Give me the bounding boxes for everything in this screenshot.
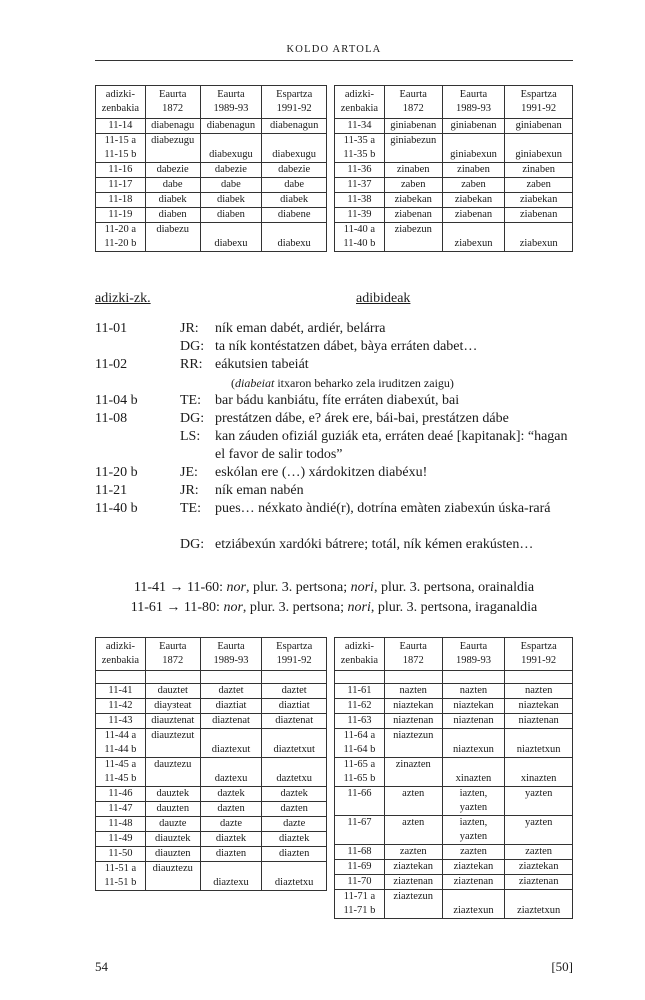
table-row bbox=[96, 193, 327, 208]
table-row bbox=[335, 816, 573, 845]
verb-form-cell: diabexugu bbox=[262, 134, 327, 163]
verb-form-cell: ziabexun bbox=[505, 223, 573, 252]
example-text: prestátzen dábe, e? árek ere, bái-bai, prestátzen dábe bbox=[215, 411, 509, 426]
verb-form-cell: nazten bbox=[384, 684, 442, 699]
form-number-cell: 11-61 bbox=[335, 684, 385, 699]
form-number-cell: 11-19 bbox=[96, 208, 146, 223]
table-row bbox=[96, 119, 327, 134]
verb-form-cell: dazten bbox=[262, 802, 327, 817]
verb-form-cell: dauztek bbox=[145, 787, 200, 802]
column-header: Espartza 1991-92 bbox=[262, 638, 327, 671]
verb-form-cell: diabenagun bbox=[200, 119, 262, 134]
table-row bbox=[96, 758, 327, 787]
table-row bbox=[96, 208, 327, 223]
table-row bbox=[96, 163, 327, 178]
verb-form-cell: ziabenan bbox=[442, 208, 505, 223]
form-number-cell: 11-40 a 11-40 b bbox=[335, 223, 385, 252]
verb-form-cell: azten bbox=[384, 787, 442, 816]
table-row bbox=[335, 163, 573, 178]
empty-cell bbox=[505, 671, 573, 684]
form-number-cell: 11-62 bbox=[335, 699, 385, 714]
column-header: adizki- zenbakia bbox=[96, 86, 146, 119]
form-number-cell: 11-17 bbox=[96, 178, 146, 193]
table-row bbox=[96, 729, 327, 758]
example-speaker: RR: bbox=[180, 357, 203, 372]
verb-form-cell: niaztexun bbox=[442, 729, 505, 758]
empty-cell bbox=[145, 671, 200, 684]
verb-form-cell: dauzten bbox=[145, 802, 200, 817]
empty-cell bbox=[96, 671, 146, 684]
table-row bbox=[335, 845, 573, 860]
example-text: ník eman dabét, ardiér, belárra bbox=[215, 321, 386, 336]
verb-table-3-body bbox=[96, 638, 327, 891]
summary-range: 11-41 → 11-60: bbox=[133, 580, 227, 595]
form-number-cell: 11-38 bbox=[335, 193, 385, 208]
summary-nori: nori bbox=[350, 580, 374, 595]
column-header: Espartza 1991-92 bbox=[505, 86, 573, 119]
table-row bbox=[335, 699, 573, 714]
verb-form-cell: iazten, yazten bbox=[442, 816, 505, 845]
verb-form-cell: zaben bbox=[505, 178, 573, 193]
table-row bbox=[335, 193, 573, 208]
verb-form-cell: diabenagun bbox=[262, 119, 327, 134]
form-number-cell: 11-66 bbox=[335, 787, 385, 816]
example-speaker: JR: bbox=[180, 321, 199, 336]
empty-cell bbox=[442, 671, 505, 684]
example-speaker: JR: bbox=[180, 483, 199, 498]
verb-table-3 bbox=[95, 637, 327, 891]
form-number-cell: 11-34 bbox=[335, 119, 385, 134]
example-text: ník eman nabén bbox=[215, 483, 304, 498]
summary-mid: , plur. 3. pertsona; bbox=[246, 580, 351, 595]
table-row bbox=[335, 875, 573, 890]
table-row bbox=[335, 178, 573, 193]
verb-form-cell: diaztek bbox=[262, 832, 327, 847]
table-row bbox=[96, 684, 327, 699]
example-note bbox=[231, 374, 454, 392]
form-number-cell: 11-43 bbox=[96, 714, 146, 729]
verb-form-cell: diaузteat bbox=[145, 699, 200, 714]
verb-form-cell: giniabenan bbox=[505, 119, 573, 134]
table-spacer-row bbox=[96, 671, 327, 684]
example-form-number: 11-02 bbox=[95, 357, 128, 372]
column-header: Eaurta 1872 bbox=[384, 86, 442, 119]
column-header: adizki- zenbakia bbox=[335, 86, 385, 119]
verb-form-cell: daztetxu bbox=[262, 758, 327, 787]
example-text: pues… néxkato àndié(r), dotrína emàten ziabexún úska-rará bbox=[215, 501, 551, 516]
verb-form-cell: niaztekan bbox=[442, 699, 505, 714]
form-number-cell: 11-16 bbox=[96, 163, 146, 178]
table-row bbox=[96, 847, 327, 862]
verb-form-cell: dabe bbox=[262, 178, 327, 193]
column-header: Eaurta 1989-93 bbox=[200, 86, 262, 119]
summary-rest: , plur. 3. pertsona, iraganaldia bbox=[370, 600, 538, 615]
verb-form-cell: giniabenan bbox=[384, 119, 442, 134]
table-row bbox=[335, 134, 573, 163]
column-header: Espartza 1991-92 bbox=[505, 638, 573, 671]
example-speaker: TE: bbox=[180, 501, 201, 516]
column-header: Eaurta 1989-93 bbox=[442, 86, 505, 119]
verb-form-cell: zaben bbox=[384, 178, 442, 193]
verb-form-cell: diabezu bbox=[145, 223, 200, 252]
verb-form-cell: zaben bbox=[442, 178, 505, 193]
summary-nori: nori bbox=[347, 600, 371, 615]
verb-form-cell: diabexu bbox=[200, 223, 262, 252]
example-speaker: DG: bbox=[180, 411, 205, 426]
verb-form-cell: dabezie bbox=[145, 163, 200, 178]
form-number-cell: 11-45 a 11-45 b bbox=[96, 758, 146, 787]
example-text: bar bádu kanbiátu, fíte erráten diabexút, bai bbox=[215, 393, 460, 408]
verb-form-cell: xinazten bbox=[442, 758, 505, 787]
verb-form-cell: diabene bbox=[262, 208, 327, 223]
verb-form-cell: diaztiat bbox=[262, 699, 327, 714]
verb-form-cell: diabexugu bbox=[200, 134, 262, 163]
verb-form-cell: diauztezu bbox=[145, 862, 200, 891]
verb-form-cell: ziaztezun bbox=[384, 890, 442, 919]
verb-form-cell: diaztetxu bbox=[262, 862, 327, 891]
verb-table-1 bbox=[95, 85, 327, 252]
empty-cell bbox=[262, 671, 327, 684]
verb-form-cell: nazten bbox=[505, 684, 573, 699]
section-head-numbers: adizki-zk. bbox=[95, 291, 151, 306]
example-speaker: DG: bbox=[180, 339, 205, 354]
summary-range: 11-61 → 11-80: bbox=[130, 600, 224, 615]
example-text: kan záuden ofiziál guziák eta, erráten deaé [kapitanak]: “hagan el favor de salir todos” bbox=[215, 429, 568, 462]
form-number-cell: 11-70 bbox=[335, 875, 385, 890]
example-speaker: TE: bbox=[180, 393, 201, 408]
table-header-row bbox=[335, 86, 573, 119]
column-header: Eaurta 1872 bbox=[145, 86, 200, 119]
table-row bbox=[96, 862, 327, 891]
form-number-cell: 11-35 a 11-35 b bbox=[335, 134, 385, 163]
verb-form-cell: diauzten bbox=[145, 847, 200, 862]
section-head-examples: adibideak bbox=[356, 291, 411, 306]
verb-form-cell: nazten bbox=[442, 684, 505, 699]
table-row bbox=[96, 714, 327, 729]
table-spacer-row bbox=[335, 671, 573, 684]
form-number-cell: 11-41 bbox=[96, 684, 146, 699]
table-row bbox=[96, 802, 327, 817]
form-number-cell: 11-49 bbox=[96, 832, 146, 847]
table-row bbox=[335, 890, 573, 919]
verb-form-cell: dabezie bbox=[262, 163, 327, 178]
summary-rest: , plur. 3. pertsona, orainaldia bbox=[373, 580, 535, 595]
verb-form-cell: dazten bbox=[200, 802, 262, 817]
verb-form-cell: ziabenan bbox=[505, 208, 573, 223]
form-number-cell: 11-15 a 11-15 b bbox=[96, 134, 146, 163]
empty-cell bbox=[335, 671, 385, 684]
verb-form-cell: dauztezu bbox=[145, 758, 200, 787]
summary-line-2 bbox=[95, 598, 573, 618]
verb-form-cell: diaztenat bbox=[200, 714, 262, 729]
verb-form-cell: niaztekan bbox=[505, 699, 573, 714]
verb-form-cell: azten bbox=[384, 816, 442, 845]
verb-form-cell: yazten bbox=[505, 787, 573, 816]
verb-form-cell: ziabezun bbox=[384, 223, 442, 252]
example-text: eskólan ere (…) xárdokitzen diabéxu! bbox=[215, 465, 428, 480]
form-number-cell: 11-39 bbox=[335, 208, 385, 223]
verb-form-cell: ziabekan bbox=[505, 193, 573, 208]
form-number-cell: 11-71 a 11-71 b bbox=[335, 890, 385, 919]
table-row bbox=[96, 134, 327, 163]
verb-form-cell: diabek bbox=[262, 193, 327, 208]
table-row bbox=[335, 729, 573, 758]
table-row bbox=[96, 832, 327, 847]
verb-form-cell: niaztenan bbox=[384, 714, 442, 729]
table-row bbox=[96, 699, 327, 714]
original-page-number: [50] bbox=[551, 959, 573, 974]
verb-form-cell: diaztiat bbox=[200, 699, 262, 714]
verb-table-2 bbox=[334, 85, 573, 252]
verb-form-cell: diabek bbox=[145, 193, 200, 208]
verb-form-cell: ziaztetxun bbox=[505, 890, 573, 919]
table-row bbox=[335, 119, 573, 134]
verb-form-cell: ziaztekan bbox=[505, 860, 573, 875]
empty-cell bbox=[384, 671, 442, 684]
verb-form-cell: giniabexun bbox=[505, 134, 573, 163]
table-row bbox=[335, 714, 573, 729]
form-number-cell: 11-14 bbox=[96, 119, 146, 134]
note-italic-form: diabeiat bbox=[235, 376, 275, 390]
page-number: 54 bbox=[95, 959, 108, 974]
example-form-number: 11-01 bbox=[95, 321, 128, 336]
column-header: adizki- zenbakia bbox=[96, 638, 146, 671]
verb-form-cell: ziaztenan bbox=[505, 875, 573, 890]
table-row bbox=[96, 223, 327, 252]
form-number-cell: 11-68 bbox=[335, 845, 385, 860]
table-header-row bbox=[96, 86, 327, 119]
note-text: itxaron beharko zela iruditzen zaigu) bbox=[274, 376, 454, 390]
column-header: Eaurta 1989-93 bbox=[200, 638, 262, 671]
running-head: KOLDO ARTOLA bbox=[286, 44, 382, 55]
example-form-number: 11-04 b bbox=[95, 393, 138, 408]
form-number-cell: 11-37 bbox=[335, 178, 385, 193]
empty-cell bbox=[200, 671, 262, 684]
verb-form-cell: daztet bbox=[262, 684, 327, 699]
verb-form-cell: ziaztenan bbox=[442, 875, 505, 890]
verb-form-cell: giniabexun bbox=[442, 134, 505, 163]
form-number-cell: 11-46 bbox=[96, 787, 146, 802]
example-text: ta ník kontéstatzen dábet, bàya erráten dabet… bbox=[215, 339, 478, 354]
example-form-number: 11-21 bbox=[95, 483, 128, 498]
table-header-row bbox=[96, 638, 327, 671]
verb-form-cell: diaben bbox=[200, 208, 262, 223]
verb-table-1-body bbox=[96, 86, 327, 252]
verb-form-cell: ziabekan bbox=[442, 193, 505, 208]
verb-form-cell: ziaztekan bbox=[442, 860, 505, 875]
table-row bbox=[335, 758, 573, 787]
table-row bbox=[335, 787, 573, 816]
verb-form-cell: dazte bbox=[200, 817, 262, 832]
verb-form-cell: diauztenat bbox=[145, 714, 200, 729]
verb-form-cell: diaztexut bbox=[200, 729, 262, 758]
form-number-cell: 11-20 a 11-20 b bbox=[96, 223, 146, 252]
table-row bbox=[96, 817, 327, 832]
example-text: etziábexún xardóki bátrere; totál, ník kémen erakústen… bbox=[215, 537, 534, 552]
verb-form-cell: diaztexu bbox=[200, 862, 262, 891]
verb-form-cell: niaztenan bbox=[505, 714, 573, 729]
column-header: Eaurta 1872 bbox=[384, 638, 442, 671]
verb-form-cell: zinaben bbox=[505, 163, 573, 178]
example-form-number: 11-40 b bbox=[95, 501, 138, 516]
example-speaker: JE: bbox=[180, 465, 198, 480]
verb-form-cell: diazten bbox=[262, 847, 327, 862]
form-number-cell: 11-44 a 11-44 b bbox=[96, 729, 146, 758]
example-form-number: 11-20 b bbox=[95, 465, 138, 480]
example-speaker: LS: bbox=[180, 429, 201, 444]
column-header: Espartza 1991-92 bbox=[262, 86, 327, 119]
verb-form-cell: ziabexun bbox=[442, 223, 505, 252]
verb-form-cell: zinaben bbox=[442, 163, 505, 178]
column-header: Eaurta 1872 bbox=[145, 638, 200, 671]
verb-form-cell: giniabenan bbox=[442, 119, 505, 134]
table-row bbox=[335, 208, 573, 223]
example-form-number: 11-08 bbox=[95, 411, 128, 426]
form-number-cell: 11-50 bbox=[96, 847, 146, 862]
form-number-cell: 11-48 bbox=[96, 817, 146, 832]
verb-form-cell: niaztetxun bbox=[505, 729, 573, 758]
verb-form-cell: dauzte bbox=[145, 817, 200, 832]
verb-form-cell: ziaztexun bbox=[442, 890, 505, 919]
verb-form-cell: diazten bbox=[200, 847, 262, 862]
example-text: eákutsien tabeiát bbox=[215, 357, 309, 372]
verb-form-cell: ziaztenan bbox=[384, 875, 442, 890]
verb-form-cell: diaztenat bbox=[262, 714, 327, 729]
verb-form-cell: dazte bbox=[262, 817, 327, 832]
form-number-cell: 11-69 bbox=[335, 860, 385, 875]
verb-form-cell: iazten, yazten bbox=[442, 787, 505, 816]
verb-form-cell: zazten bbox=[505, 845, 573, 860]
verb-form-cell: diabek bbox=[200, 193, 262, 208]
form-number-cell: 11-47 bbox=[96, 802, 146, 817]
verb-form-cell: diaben bbox=[145, 208, 200, 223]
header-rule bbox=[95, 60, 573, 61]
column-header: adizki- zenbakia bbox=[335, 638, 385, 671]
form-number-cell: 11-51 a 11-51 b bbox=[96, 862, 146, 891]
table-row bbox=[335, 684, 573, 699]
verb-form-cell: dauztet bbox=[145, 684, 200, 699]
example-speaker: DG: bbox=[180, 537, 205, 552]
form-number-cell: 11-18 bbox=[96, 193, 146, 208]
verb-form-cell: niaztekan bbox=[384, 699, 442, 714]
verb-form-cell: giniabezun bbox=[384, 134, 442, 163]
form-number-cell: 11-65 a 11-65 b bbox=[335, 758, 385, 787]
verb-form-cell: zazten bbox=[442, 845, 505, 860]
verb-form-cell: ziabenan bbox=[384, 208, 442, 223]
note-paren: ( bbox=[231, 376, 235, 390]
verb-table-4 bbox=[334, 637, 573, 919]
verb-form-cell: diabezugu bbox=[145, 134, 200, 163]
form-number-cell: 11-36 bbox=[335, 163, 385, 178]
verb-form-cell: diaztetxut bbox=[262, 729, 327, 758]
verb-form-cell: ziabekan bbox=[384, 193, 442, 208]
verb-form-cell: diabenagu bbox=[145, 119, 200, 134]
form-number-cell: 11-42 bbox=[96, 699, 146, 714]
table-row bbox=[335, 860, 573, 875]
form-number-cell: 11-67 bbox=[335, 816, 385, 845]
summary-nor: nor bbox=[223, 600, 243, 615]
verb-form-cell: dabe bbox=[200, 178, 262, 193]
verb-form-cell: daztexu bbox=[200, 758, 262, 787]
verb-form-cell: ziaztekan bbox=[384, 860, 442, 875]
column-header: Eaurta 1989-93 bbox=[442, 638, 505, 671]
verb-form-cell: daztek bbox=[262, 787, 327, 802]
verb-form-cell: daztek bbox=[200, 787, 262, 802]
verb-form-cell: zinazten bbox=[384, 758, 442, 787]
verb-form-cell: niaztenan bbox=[442, 714, 505, 729]
table-row bbox=[335, 223, 573, 252]
verb-form-cell: zazten bbox=[384, 845, 442, 860]
table-header-row bbox=[335, 638, 573, 671]
verb-table-4-body bbox=[335, 638, 573, 919]
verb-form-cell: diaztek bbox=[200, 832, 262, 847]
form-number-cell: 11-63 bbox=[335, 714, 385, 729]
table-row bbox=[96, 787, 327, 802]
verb-form-cell: yazten bbox=[505, 816, 573, 845]
verb-form-cell: zinaben bbox=[384, 163, 442, 178]
verb-form-cell: diauztek bbox=[145, 832, 200, 847]
verb-form-cell: dabe bbox=[145, 178, 200, 193]
verb-form-cell: daztet bbox=[200, 684, 262, 699]
summary-mid: , plur. 3. pertsona; bbox=[242, 600, 348, 615]
verb-form-cell: diauztezut bbox=[145, 729, 200, 758]
verb-form-cell: niaztezun bbox=[384, 729, 442, 758]
verb-form-cell: dabezie bbox=[200, 163, 262, 178]
verb-form-cell: diabexu bbox=[262, 223, 327, 252]
form-number-cell: 11-64 a 11-64 b bbox=[335, 729, 385, 758]
table-row bbox=[96, 178, 327, 193]
verb-form-cell: xinazten bbox=[505, 758, 573, 787]
verb-table-2-body bbox=[335, 86, 573, 252]
summary-line-1 bbox=[95, 578, 573, 598]
summary-nor: nor bbox=[226, 580, 246, 595]
